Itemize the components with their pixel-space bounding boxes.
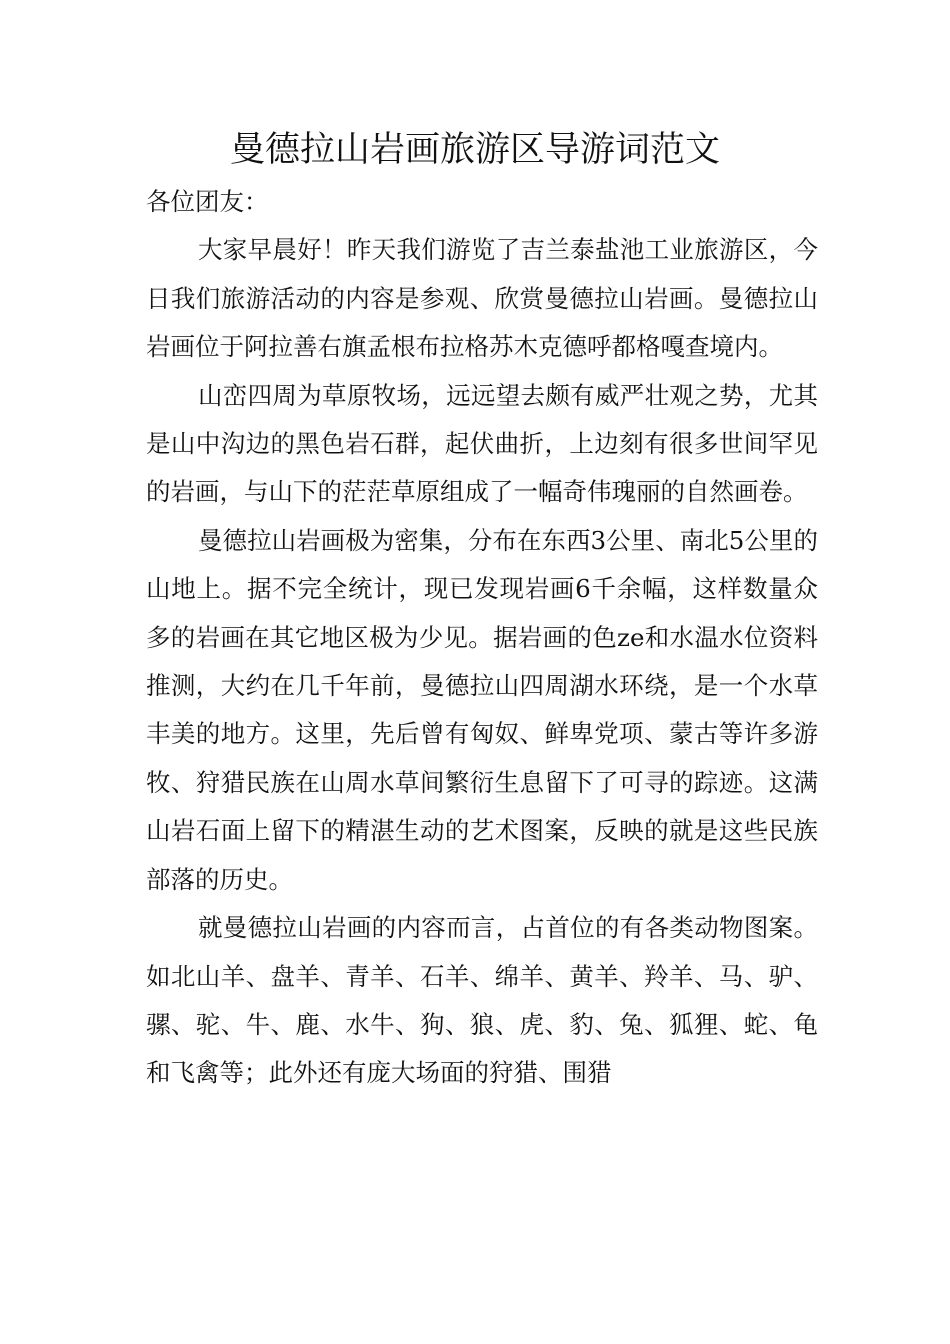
document-body — [146, 178, 818, 1098]
paragraph-2: 山峦四周为草原牧场，远远望去颇有威严壮观之势，尤其是山中沟边的黑色岩石群，起伏曲折，上边刻有很多世间罕见的岩画，与山下的茫茫草原组成了一幅奇伟瑰丽的自然画卷。 — [146, 380, 818, 507]
paragraph-3: 曼德拉山岩画极为密集，分布在东西3公里、南北5公里的山地上。据不完全统计，现已发现岩画6千余幅，这样数量众多的岩画在其它地区极为少见。据岩画的色ze和水温水位资料推测，大约在几千年前，曼德拉山四周湖水环绕，是一个水草丰美的地方。这里，先后曾有匈奴、鲜卑党项、蒙古等许多游牧、狩猎民族在山周水草间繁衍生息留下了可寻的踪迹。这满山岩石面上留下的精湛生动的艺术图案，反映的就是这些民族部落的历史。 — [146, 525, 818, 894]
document-title: 曼德拉山岩画旅游区导游词范文 — [229, 130, 720, 170]
paragraph-1: 大家早晨好！昨天我们游览了吉兰泰盐池工业旅游区，今日我们旅游活动的内容是参观、欣赏曼德拉山岩画。曼德拉山岩画位于阿拉善右旗孟根布拉格苏木克德呼都格嘎查境内。 — [146, 235, 818, 362]
salutation: 各位团友： — [146, 187, 269, 216]
paragraph-4: 就曼德拉山岩画的内容而言，占首位的有各类动物图案。如北山羊、盘羊、青羊、石羊、绵羊、黄羊、羚羊、马、驴、骡、驼、牛、鹿、水牛、狗、狼、虎、豹、兔、狐狸、蛇、龟和飞禽等；此外还有庞大场面的狩猎、围猎 — [146, 913, 818, 1088]
